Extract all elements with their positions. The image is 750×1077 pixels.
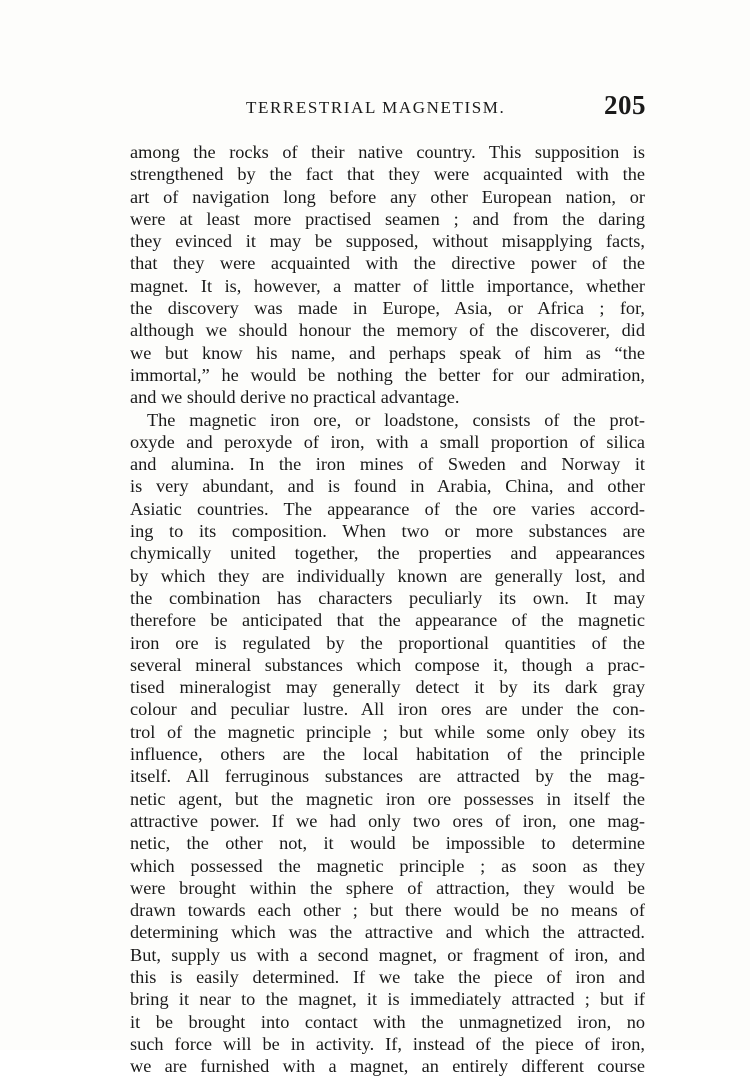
text-line: oxyde and peroxyde of iron, with a small proportion of silica bbox=[130, 431, 645, 452]
body-text bbox=[130, 141, 645, 1077]
text-line: were brought within the sphere of attraction, they would be bbox=[130, 877, 645, 898]
text-line: it be brought into contact with the unmagnetized iron, no bbox=[130, 1011, 645, 1032]
text-line: is very abundant, and is found in Arabia, China, and other bbox=[130, 476, 645, 497]
text-line: by which they are individually known are generally lost, and bbox=[130, 565, 645, 586]
text-line: and alumina. In the iron mines of Sweden and Norway it bbox=[130, 454, 645, 475]
text-line: trol of the magnetic principle ; but while some only obey its bbox=[130, 721, 645, 742]
text-line: therefore be anticipated that the appearance of the magnetic bbox=[130, 610, 645, 631]
text-line: But, supply us with a second magnet, or fragment of iron, and bbox=[130, 944, 645, 965]
text-line: bring it near to the magnet, it is immediately attracted ; but if bbox=[130, 989, 645, 1010]
text-line: netic, the other not, it would be impossible to determine bbox=[130, 833, 645, 854]
text-line: that they were acquainted with the directive power of the bbox=[130, 253, 645, 274]
text-line: this is easily determined. If we take the piece of iron and bbox=[130, 966, 645, 987]
text-line: tised mineralogist may generally detect it by its dark gray bbox=[130, 677, 645, 698]
text-line: determining which was the attractive and which the attracted. bbox=[130, 922, 645, 943]
text-line: they evinced it may be supposed, without misapplying facts, bbox=[130, 231, 645, 252]
text-line: ing to its composition. When two or more substances are bbox=[130, 521, 645, 542]
text-line: the discovery was made in Europe, Asia, or Africa ; for, bbox=[130, 298, 645, 319]
text-line: magnet. It is, however, a matter of little importance, whether bbox=[130, 275, 645, 296]
text-line: immortal,” he would be nothing the better for our admiration, bbox=[130, 364, 645, 385]
text-line: the combination has characters peculiarly its own. It may bbox=[130, 587, 645, 608]
text-line: Asiatic countries. The appearance of the ore varies accord- bbox=[130, 498, 645, 519]
text-line: such force will be in activity. If, instead of the piece of iron, bbox=[130, 1033, 645, 1054]
text-line: chymically united together, the properties and appearances bbox=[130, 543, 645, 564]
text-line: although we should honour the memory of the discoverer, did bbox=[130, 320, 645, 341]
text-line: itself. All ferruginous substances are attracted by the mag- bbox=[130, 766, 645, 787]
text-line: we are furnished with a magnet, an entirely different course bbox=[130, 1056, 645, 1077]
text-line: were at least more practised seamen ; and from the daring bbox=[130, 208, 645, 229]
text-line: strengthened by the fact that they were acquainted with the bbox=[130, 164, 645, 185]
text-line: several mineral substances which compose it, though a prac- bbox=[130, 654, 645, 675]
paragraph-end-line: and we should derive no practical advantage. bbox=[130, 387, 460, 408]
text-line: we but know his name, and perhaps speak of him as “the bbox=[130, 342, 645, 363]
text-line: among the rocks of their native country. This supposition is bbox=[130, 142, 645, 162]
text-line: art of navigation long before any other European nation, or bbox=[130, 186, 645, 207]
text-line: colour and peculiar lustre. All iron ores are under the con- bbox=[130, 699, 645, 720]
page-number: 205 bbox=[604, 90, 646, 120]
running-head bbox=[130, 90, 650, 130]
text-line: iron ore is regulated by the proportional quantities of the bbox=[130, 632, 645, 653]
text-line: attractive power. If we had only two ores of iron, one mag- bbox=[130, 810, 645, 831]
text-line: which possessed the magnetic principle ; as soon as they bbox=[130, 855, 645, 876]
text-line: drawn towards each other ; but there would be no means of bbox=[130, 900, 645, 921]
text-line: influence, others are the local habitation of the principle bbox=[130, 744, 645, 765]
running-title: TERRESTRIAL MAGNETISM. bbox=[246, 98, 506, 117]
paragraph-start-line: The magnetic iron ore, or loadstone, consists of the prot- bbox=[147, 409, 645, 430]
text-line: netic agent, but the magnetic iron ore possesses in itself the bbox=[130, 788, 645, 809]
